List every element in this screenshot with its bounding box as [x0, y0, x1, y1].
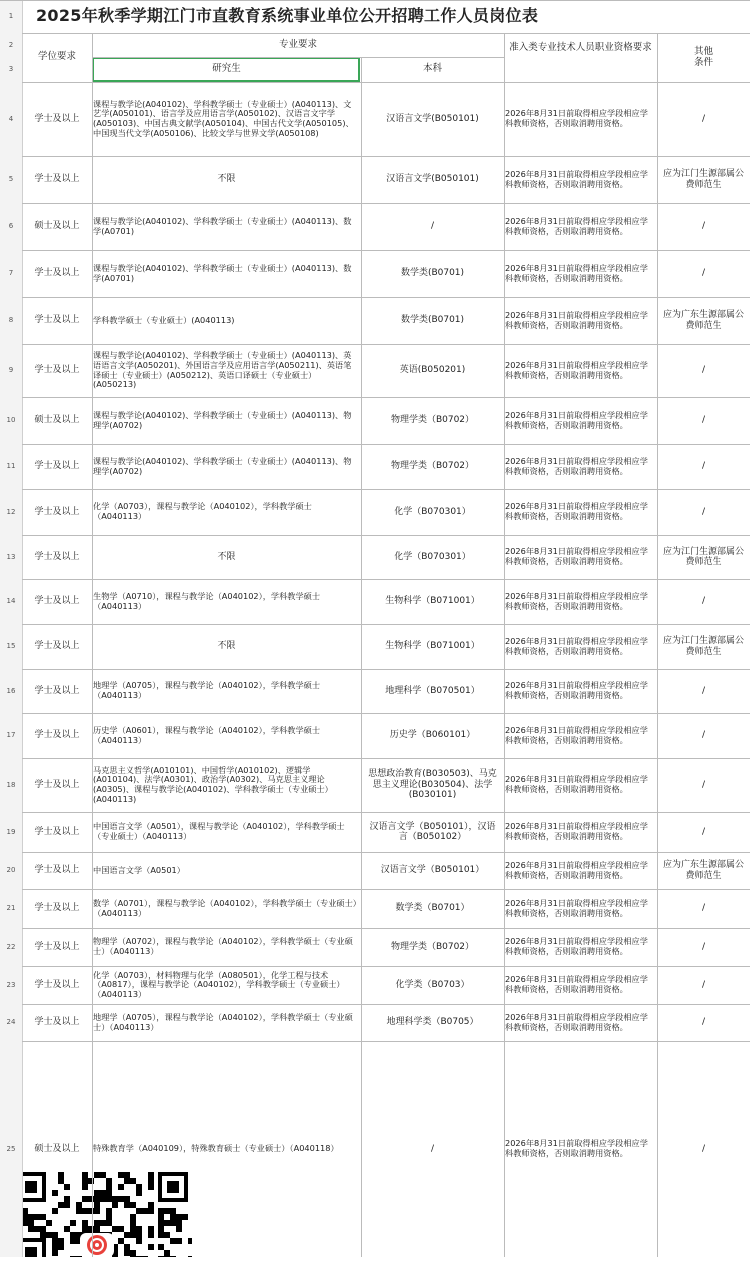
- cell-undergrad[interactable]: 汉语言文学(B050101): [386, 174, 479, 185]
- row-number[interactable]: 2: [0, 33, 23, 57]
- grid-line: [22, 82, 750, 83]
- cell-qualification[interactable]: 2026年8月31日前取得相应学段相应学科教师资格，否则取消聘用资格。: [505, 936, 648, 956]
- grid-line: [0, 0, 750, 1]
- page-title: 2025年秋季学期江门市直教育系统事业单位公开招聘工作人员岗位表: [36, 6, 539, 25]
- cell-qualification[interactable]: 2026年8月31日前取得相应学段相应学科教师资格，否则取消聘用资格。: [505, 108, 648, 128]
- row-number[interactable]: 1: [0, 0, 23, 33]
- cell-postgrad[interactable]: 特殊教育学（A040109），特殊教育硕士（专业硕士）（A040118）: [93, 1143, 339, 1154]
- cell-other[interactable]: /: [701, 506, 706, 517]
- row-number[interactable]: 7: [0, 250, 23, 297]
- cell-other[interactable]: /: [701, 415, 706, 426]
- cell-qualification[interactable]: 2026年8月31日前取得相应学段相应学科教师资格，否则取消聘用资格。: [505, 501, 648, 521]
- grid-line: [657, 33, 658, 1257]
- cell-other[interactable]: /: [701, 941, 706, 952]
- row-number[interactable]: 25: [0, 1041, 23, 1257]
- row-number[interactable]: 18: [0, 758, 23, 812]
- cell-degree[interactable]: 学士及以上: [34, 1017, 80, 1028]
- cell-degree[interactable]: 硕士及以上: [34, 221, 80, 232]
- cell-qualification[interactable]: 2026年8月31日前取得相应学段相应学科教师资格，否则取消聘用资格。: [505, 1011, 648, 1032]
- cell-undergrad[interactable]: /: [430, 1143, 435, 1154]
- cell-degree[interactable]: 学士及以上: [34, 779, 80, 790]
- cell-postgrad[interactable]: 中国语言文学（A0501）: [93, 864, 185, 875]
- cell-other[interactable]: /: [701, 113, 706, 124]
- cell-qualification[interactable]: 2026年8月31日前取得相应学段相应学科教师资格，否则取消聘用资格。: [505, 546, 648, 566]
- cell-degree[interactable]: 学士及以上: [34, 365, 80, 376]
- cell-undergrad[interactable]: 地理科学类（B0705）: [386, 1017, 479, 1028]
- cell-postgrad[interactable]: 物理学（A0702），课程与教学论（A040102），学科教学硕士（专业硕士）（A040113）: [93, 936, 353, 956]
- grid-line: [22, 33, 750, 34]
- cell-undergrad[interactable]: 生物科学（B071001）: [385, 596, 480, 607]
- grid-line: [504, 33, 505, 1257]
- cell-degree[interactable]: 学士及以上: [34, 865, 80, 876]
- grid-line: [22, 928, 750, 929]
- grid-line: [22, 852, 750, 853]
- cell-qualification[interactable]: 2026年8月31日前取得相应学段相应学科教师资格，否则取消聘用资格。: [505, 590, 648, 611]
- cell-undergrad[interactable]: 物理学类（B0702）: [390, 461, 475, 472]
- grid-line: [92, 33, 93, 1257]
- cell-degree[interactable]: 学士及以上: [34, 113, 80, 124]
- header-other-line2: 条件: [693, 56, 713, 68]
- cell-postgrad[interactable]: 课程与教学论(A040102)、学科教学硕士（专业硕士）(A040113)、文艺学(A050101)、语言学及应用语言学(A050102)、汉语言文字学(A050103)、中国古典文献学(A050104)、中国古代文学(A050105)、中国现当代文学(A050106)、比较文学与世界文学(A050108): [93, 98, 354, 138]
- row-number[interactable]: 10: [0, 397, 23, 444]
- grid-line: [22, 397, 750, 398]
- cell-undergrad[interactable]: 英语(B050201): [399, 365, 466, 376]
- grid-line: [22, 624, 750, 625]
- grid-line: [22, 344, 750, 345]
- cell-postgrad[interactable]: 课程与教学论(A040102)、学科教学硕士（专业硕士）(A040113)、数学(A0701): [93, 215, 352, 236]
- cell-postgrad[interactable]: 生物学（A0710），课程与教学论（A040102），学科教学硕士（A040113）: [93, 590, 321, 611]
- cell-qualification[interactable]: 2026年8月31日前取得相应学段相应学科教师资格，否则取消聘用资格。: [505, 262, 648, 283]
- grid-line: [22, 250, 750, 251]
- header-postgrad[interactable]: 研究生: [212, 63, 241, 75]
- cell-qualification[interactable]: 2026年8月31日前取得相应学段相应学科教师资格，否则取消聘用资格。: [505, 635, 648, 656]
- cell-undergrad[interactable]: 物理学类（B0702）: [390, 415, 475, 426]
- row-number[interactable]: 5: [0, 156, 23, 203]
- cell-qualification[interactable]: 2026年8月31日前取得相应学段相应学科教师资格，否则取消聘用资格。: [505, 774, 648, 794]
- cell-degree[interactable]: 硕士及以上: [34, 415, 80, 426]
- cell-other[interactable]: /: [701, 1017, 706, 1028]
- cell-qualification[interactable]: 2026年8月31日前取得相应学段相应学科教师资格，否则取消聘用资格。: [505, 455, 648, 476]
- cell-postgrad[interactable]: 课程与教学论(A040102)、学科教学硕士（专业硕士）(A040113)、物理学(A0702): [93, 409, 352, 430]
- cell-postgrad[interactable]: 课程与教学论(A040102)、学科教学硕士（专业硕士）(A040113)、数学(A0701): [93, 262, 352, 283]
- row-number[interactable]: 8: [0, 297, 23, 344]
- row-number[interactable]: 19: [0, 812, 23, 852]
- cell-qualification[interactable]: 2026年8月31日前取得相应学段相应学科教师资格，否则取消聘用资格。: [505, 215, 648, 236]
- cell-postgrad[interactable]: 中国语言文学（A0501），课程与教学论（A040102），学科教学硕士（专业硕士）（A040113）: [93, 821, 345, 841]
- cell-other[interactable]: 应为广东生源部属公费师范生: [662, 310, 744, 331]
- cell-other[interactable]: /: [701, 979, 706, 990]
- grid-line: [22, 1041, 750, 1042]
- cell-postgrad[interactable]: 马克思主义哲学(A010101)、中国哲学(A010102)、逻辑学(A010104)、法学(A0301)、政治学(A0302)、马克思主义理论(A0305)、课程与教学论(A040102)、学科教学硕士（专业硕士）(A040113): [93, 764, 333, 804]
- grid-line: [22, 889, 750, 890]
- row-number[interactable]: 24: [0, 1004, 23, 1041]
- row-number[interactable]: 20: [0, 852, 23, 889]
- cell-postgrad[interactable]: 不限: [217, 174, 236, 185]
- cell-undergrad[interactable]: 生物科学（B071001）: [385, 641, 480, 652]
- cell-degree[interactable]: 学士及以上: [34, 596, 80, 607]
- cell-postgrad[interactable]: 不限: [217, 551, 236, 562]
- cell-degree[interactable]: 学士及以上: [34, 551, 80, 562]
- cell-qualification[interactable]: 2026年8月31日前取得相应学段相应学科教师资格，否则取消聘用资格。: [505, 859, 648, 880]
- header-degree: 学位要求: [37, 51, 76, 63]
- row-number[interactable]: 14: [0, 579, 23, 624]
- row-number[interactable]: 11: [0, 444, 23, 489]
- cell-undergrad[interactable]: 化学（B070301）: [394, 506, 471, 517]
- cell-undergrad[interactable]: 思想政治教育(B030503)、马克思主义理论(B030504)、法学(B030101): [368, 769, 497, 801]
- cell-qualification[interactable]: 2026年8月31日前取得相应学段相应学科教师资格，否则取消聘用资格。: [505, 821, 648, 841]
- cell-qualification[interactable]: 2026年8月31日前取得相应学段相应学科教师资格，否则取消聘用资格。: [505, 897, 648, 918]
- grid-line: [22, 535, 750, 536]
- cell-undergrad[interactable]: /: [430, 221, 435, 232]
- cell-degree[interactable]: 学士及以上: [34, 685, 80, 696]
- cell-other[interactable]: 应为江门生源部属公费师范生: [662, 169, 744, 190]
- header-undergrad: 本科: [422, 63, 442, 75]
- cell-undergrad[interactable]: 数学类(B0701): [400, 315, 465, 326]
- cell-qualification[interactable]: 2026年8月31日前取得相应学段相应学科教师资格，否则取消聘用资格。: [505, 680, 648, 700]
- cell-other[interactable]: 应为江门生源部属公费师范生: [662, 636, 744, 657]
- cell-postgrad[interactable]: 地理学（A0705），课程与教学论（A040102），学科教学硕士（专业硕士）（A040113）: [93, 1011, 353, 1032]
- cell-other[interactable]: /: [701, 461, 706, 472]
- cell-postgrad[interactable]: 历史学（A0601），课程与教学论（A040102），学科教学硕士（A040113）: [93, 724, 321, 745]
- cell-other[interactable]: /: [701, 779, 706, 790]
- cell-degree[interactable]: 学士及以上: [34, 506, 80, 517]
- cell-other[interactable]: /: [701, 221, 706, 232]
- cell-undergrad[interactable]: 数学类（B0701）: [395, 903, 470, 914]
- cell-qualification[interactable]: 2026年8月31日前取得相应学段相应学科教师资格，否则取消聘用资格。: [505, 724, 648, 745]
- row-number[interactable]: 3: [0, 57, 23, 82]
- cell-other[interactable]: /: [701, 365, 706, 376]
- row-number[interactable]: 15: [0, 624, 23, 669]
- cell-undergrad[interactable]: 化学（B070301）: [394, 551, 471, 562]
- cell-undergrad[interactable]: 数学类(B0701): [400, 268, 465, 279]
- grid-line: [22, 297, 750, 298]
- cell-degree[interactable]: 学士及以上: [34, 315, 80, 326]
- cell-undergrad[interactable]: 汉语言文学（B050101）: [380, 865, 485, 876]
- cell-other[interactable]: 应为江门生源部属公费师范生: [662, 546, 744, 567]
- cell-undergrad[interactable]: 汉语言文学(B050101): [386, 113, 479, 124]
- cell-qualification[interactable]: 2026年8月31日前取得相应学段相应学科教师资格，否则取消聘用资格。: [505, 409, 648, 430]
- cell-qualification[interactable]: 2026年8月31日前取得相应学段相应学科教师资格，否则取消聘用资格。: [505, 168, 648, 189]
- row-number[interactable]: 4: [0, 82, 23, 156]
- grid-line: [22, 1004, 750, 1005]
- grid-line: [22, 669, 750, 670]
- cell-undergrad[interactable]: 汉语言文学（B050101），汉语言（B050102）: [369, 821, 496, 842]
- cell-undergrad[interactable]: 历史学（B060101）: [389, 730, 476, 741]
- row-number[interactable]: 6: [0, 203, 23, 250]
- cell-other[interactable]: /: [701, 1143, 706, 1154]
- cell-degree[interactable]: 学士及以上: [34, 903, 80, 914]
- cell-other[interactable]: /: [701, 596, 706, 607]
- header-other: [657, 33, 750, 82]
- cell-undergrad[interactable]: 物理学类（B0702）: [390, 941, 475, 952]
- cell-postgrad[interactable]: 学科教学硕士（专业硕士）(A040113): [93, 314, 235, 325]
- grid-line: [92, 57, 504, 58]
- cell-other[interactable]: /: [701, 268, 706, 279]
- cell-degree[interactable]: 学士及以上: [34, 268, 80, 279]
- grid-line: [22, 579, 750, 580]
- cell-postgrad[interactable]: 课程与教学论(A040102)、学科教学硕士（专业硕士）(A040113)、英语语言文学(A050201)、外国语言学及应用语言学(A050211)、英语笔译硕士（专业硕士）(A050212)、英语口译硕士（专业硕士）(A050213): [93, 350, 352, 390]
- row-number[interactable]: 22: [0, 928, 23, 966]
- row-number[interactable]: 9: [0, 344, 23, 397]
- grid-line: [22, 758, 750, 759]
- cell-postgrad[interactable]: 化学（A0703），材料物理与化学（A080501），化学工程与技术（A0817），课程与教学论（A040102），学科教学硕士（专业硕士）（A040113）: [93, 969, 345, 999]
- cell-qualification[interactable]: 2026年8月31日前取得相应学段相应学科教师资格，否则取消聘用资格。: [505, 974, 648, 994]
- header-other-line1: 其他: [693, 46, 713, 57]
- cell-other[interactable]: 应为广东生源部属公费师范生: [662, 860, 744, 881]
- cell-degree[interactable]: 学士及以上: [34, 641, 80, 652]
- cell-degree[interactable]: 学士及以上: [34, 174, 80, 185]
- row-number[interactable]: 17: [0, 713, 23, 758]
- row-number[interactable]: 16: [0, 669, 23, 713]
- cell-degree[interactable]: 学士及以上: [34, 979, 80, 990]
- cell-degree[interactable]: 学士及以上: [34, 730, 80, 741]
- grid-line: [22, 489, 750, 490]
- cell-degree[interactable]: 学士及以上: [34, 826, 80, 837]
- cell-qualification[interactable]: 2026年8月31日前取得相应学段相应学科教师资格，否则取消聘用资格。: [505, 1138, 648, 1158]
- cell-degree[interactable]: 学士及以上: [34, 941, 80, 952]
- cell-postgrad[interactable]: 数学（A0701），课程与教学论（A040102），学科教学硕士（专业硕士）（A040113）: [93, 897, 357, 918]
- cell-other[interactable]: /: [701, 685, 706, 696]
- cell-postgrad[interactable]: 地理学（A0705），课程与教学论（A040102），学科教学硕士（A040113）: [93, 680, 321, 700]
- row-number[interactable]: 21: [0, 889, 23, 928]
- grid-line: [22, 444, 750, 445]
- row-number[interactable]: 13: [0, 535, 23, 579]
- grid-line: [22, 812, 750, 813]
- cell-other[interactable]: /: [701, 826, 706, 837]
- grid-line: [361, 57, 362, 1257]
- grid-line: [22, 713, 750, 714]
- cell-postgrad[interactable]: 不限: [217, 641, 236, 652]
- cell-undergrad[interactable]: 化学类（B0703）: [395, 979, 470, 990]
- cell-other[interactable]: /: [701, 903, 706, 914]
- cell-qualification[interactable]: 2026年8月31日前取得相应学段相应学科教师资格，否则取消聘用资格。: [505, 309, 648, 330]
- header-qualification: 准入类专业技术人员职业资格要求: [509, 42, 652, 53]
- row-number[interactable]: 23: [0, 966, 23, 1004]
- grid-line: [22, 203, 750, 204]
- cell-degree[interactable]: 硕士及以上: [34, 1143, 80, 1154]
- cell-postgrad[interactable]: 课程与教学论(A040102)、学科教学硕士（专业硕士）(A040113)、物理学(A0702): [93, 455, 352, 476]
- cell-other[interactable]: /: [701, 730, 706, 741]
- selected-cell-highlight: [92, 57, 360, 82]
- cell-undergrad[interactable]: 地理科学（B070501）: [385, 685, 480, 696]
- cell-qualification[interactable]: 2026年8月31日前取得相应学段相应学科教师资格，否则取消聘用资格。: [505, 359, 648, 380]
- grid-line: [22, 966, 750, 967]
- cell-postgrad[interactable]: 化学（A0703），课程与教学论（A040102），学科教学硕士（A040113）: [93, 501, 312, 521]
- cell-degree[interactable]: 学士及以上: [34, 461, 80, 472]
- row-number[interactable]: 12: [0, 489, 23, 535]
- grid-line: [22, 156, 750, 157]
- header-major: 专业要求: [278, 38, 317, 50]
